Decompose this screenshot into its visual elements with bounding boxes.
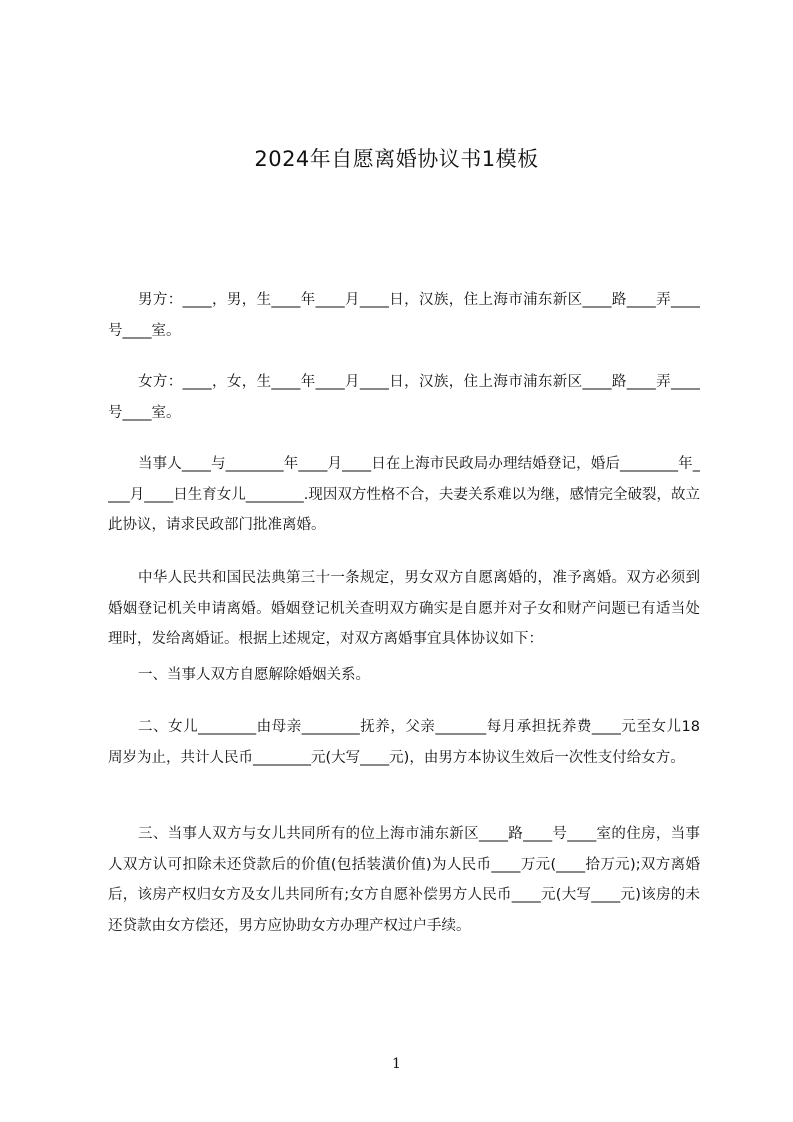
paragraph-male-party: 男方：____，男，生____年____月____日，汉族，住上海市浦东新区____路____弄____号____室。: [108, 292, 700, 339]
paragraph-female-party: 女方：____，女，生____年____月____日，汉族，住上海市浦东新区____路____弄____号____室。: [108, 374, 700, 421]
paragraph-clause-two: 二、女儿________由母亲________抚养，父亲_______每月承担抚养费____元至女儿18周岁为止，共计人民币________元(大写____元)，由男方本协议生效后一次性支付给女方。: [108, 719, 700, 766]
page-number: 1: [392, 1056, 401, 1072]
paragraph-marriage-background: 当事人____与________年____月____日在上海市民政局办理结婚登记，婚后________年____月____日生育女儿________.现因双方性格不合，夫妻关系难以为继，感情完全破裂，故立此协议，请求民政部门批准离婚。: [108, 456, 700, 533]
paragraph-legal-basis: 中华人民共和国民法典第三十一条规定，男女双方自愿离婚的，准予离婚。双方必须到婚姻登记机关申请离婚。婚姻登记机关查明双方确实是自愿并对子女和财产问题已有适当处理时，发给离婚证。根据上述规定，对双方离婚事宜具体协议如下：: [108, 570, 700, 647]
paragraph-clause-one: 一、当事人双方自愿解除婚姻关系。: [138, 667, 370, 683]
paragraph-clause-three: 三、当事人双方与女儿共同所有的位上海市浦东新区____路____号____室的住房，当事人双方认可扣除未还贷款后的价值(包括装潢价值)为人民币____万元(____拾万元);双方离婚后，该房产权归女方及女儿共同所有;女方自愿补偿男方人民币____元(大写____元)该房的未还贷款由女方偿还，男方应协助女方办理产权过户手续。: [108, 826, 700, 934]
document-title: 2024年自愿离婚协议书1模板: [254, 147, 539, 171]
